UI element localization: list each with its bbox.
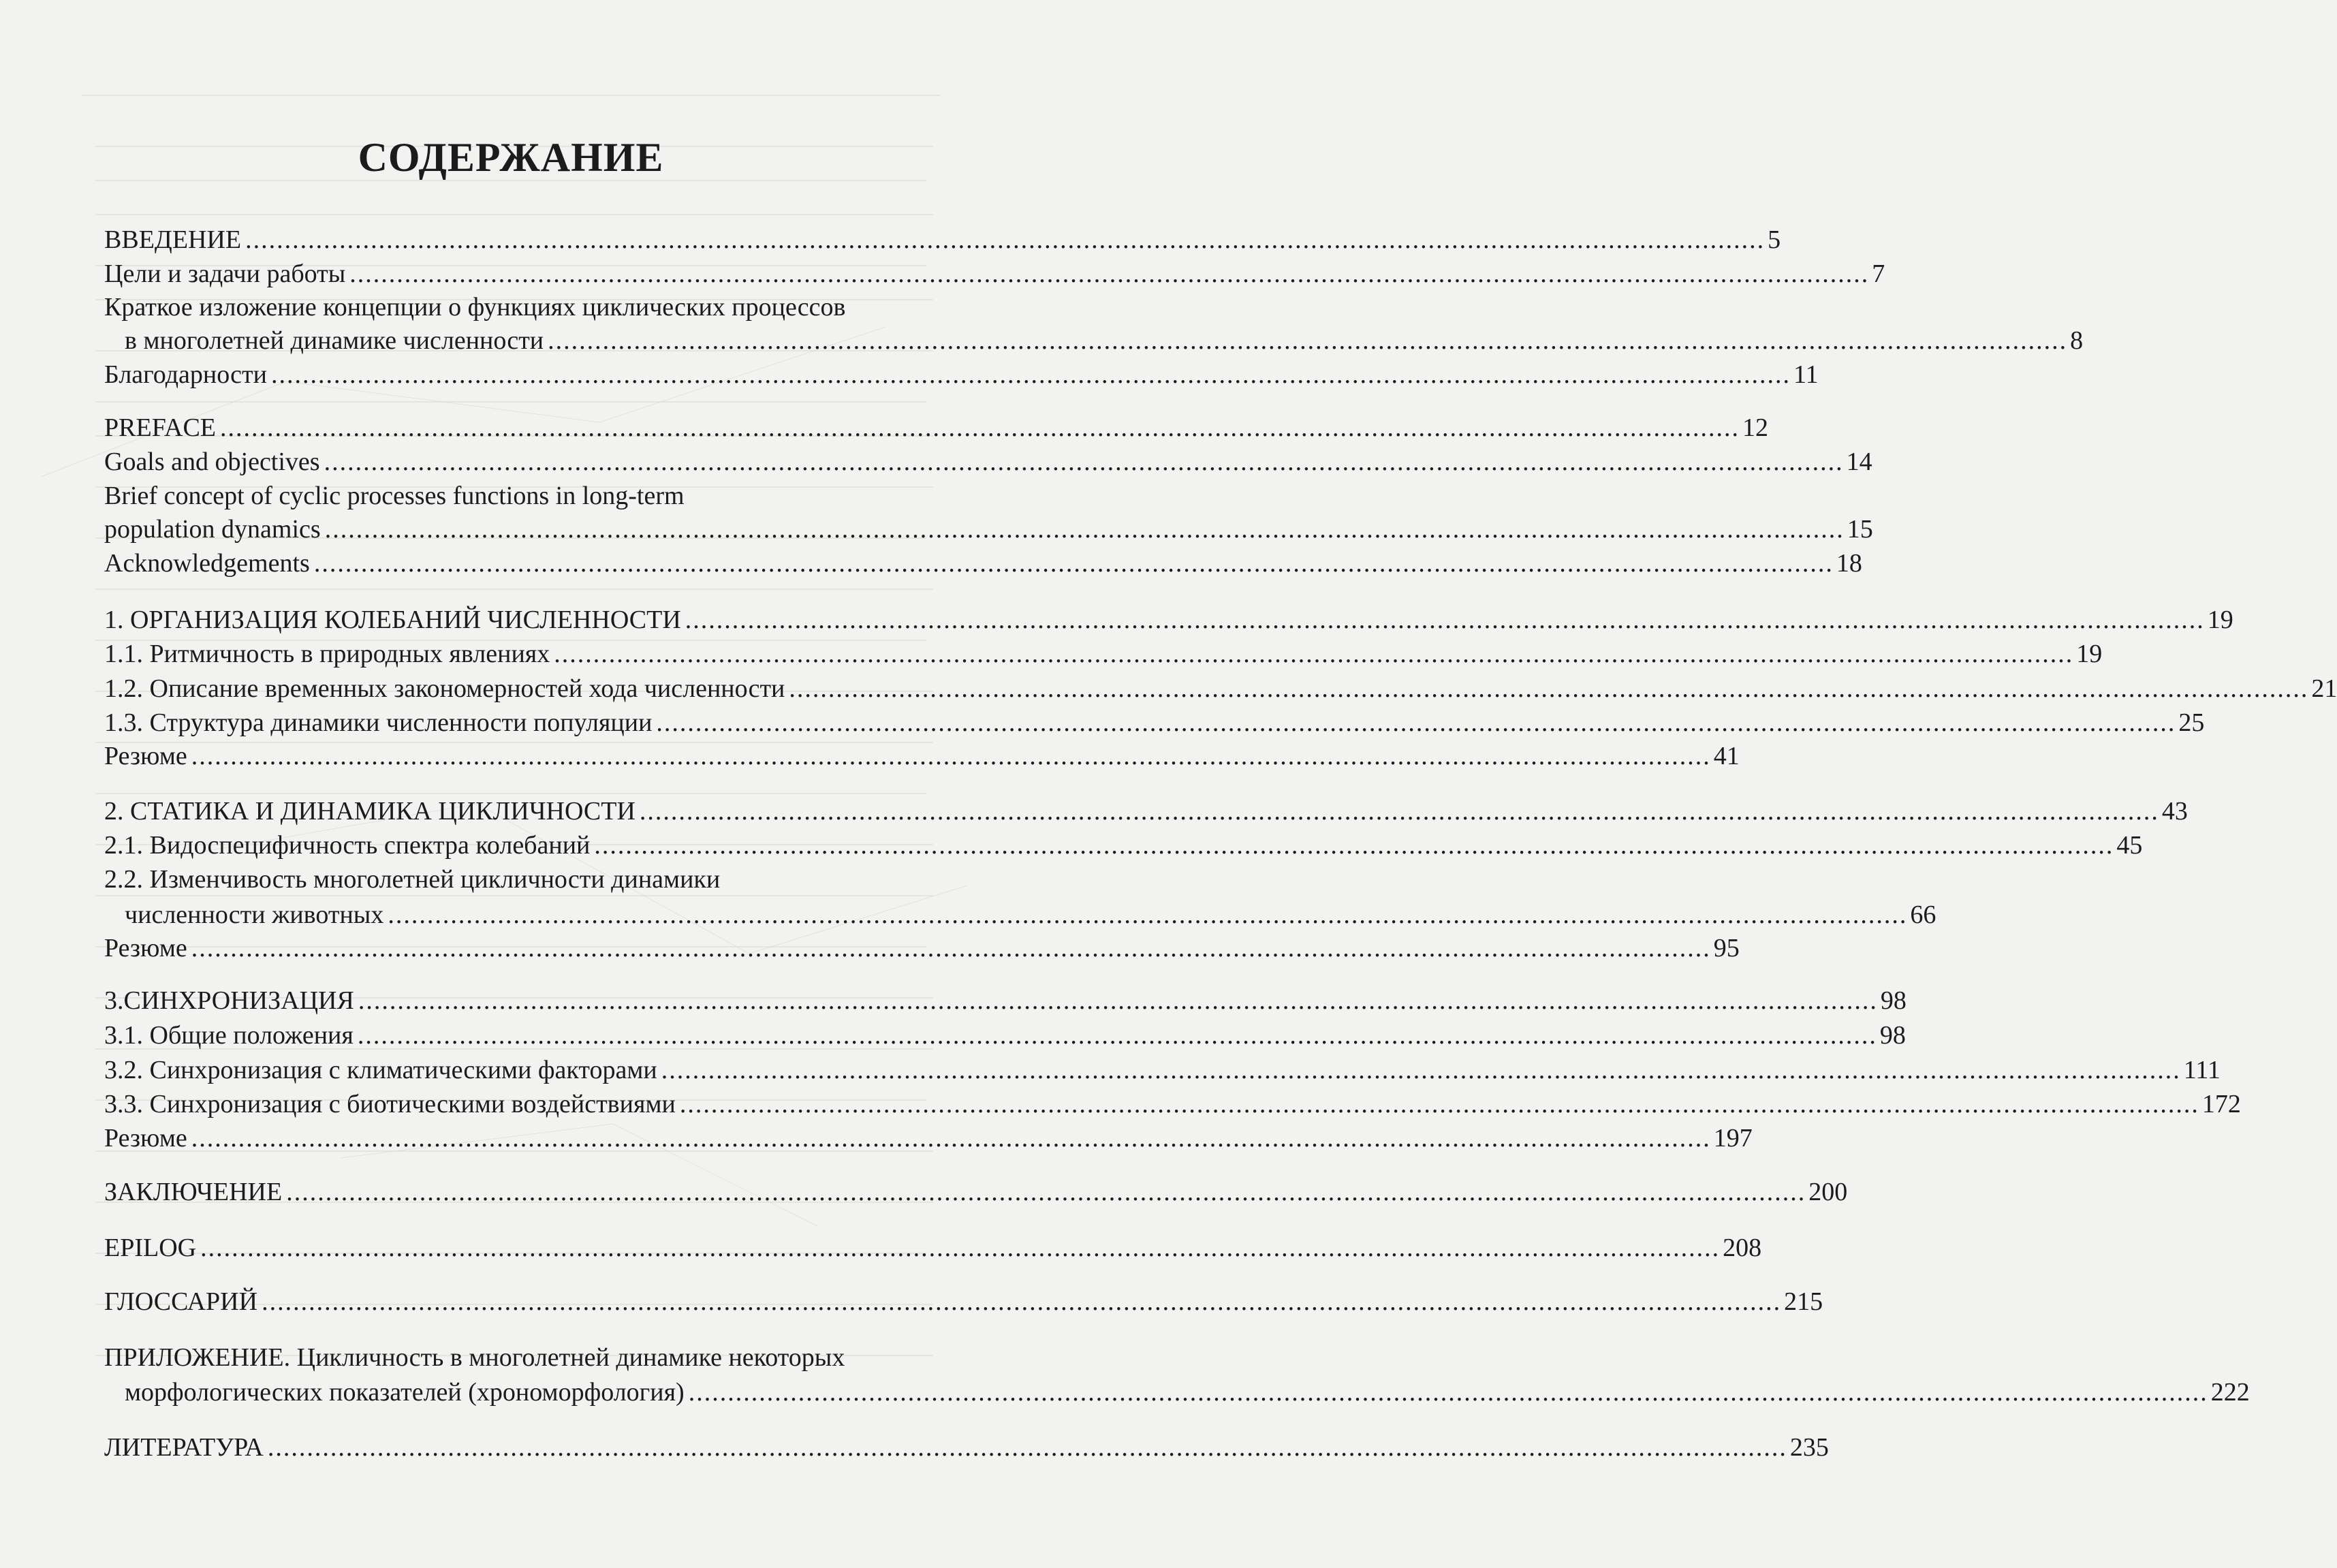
toc-entry[interactable] xyxy=(104,479,947,513)
toc-entry-text: 1.1. Ритмичность в природных явлениях xyxy=(104,640,550,668)
toc-leader-dots: .................................................................................................................................................................................................. xyxy=(286,1178,1806,1206)
toc-entry-text: численности животных xyxy=(125,900,384,929)
toc-entry-text: ЛИТЕРАТУРА xyxy=(104,1433,264,1462)
toc-entry[interactable] xyxy=(104,290,947,324)
toc-page-number: 208 xyxy=(1723,1234,1762,1262)
toc-leader-dots: .................................................................................................................................................................................................. xyxy=(245,225,1766,254)
toc-entry[interactable] xyxy=(104,1285,1823,1319)
toc-leader-dots: .................................................................................................................................................................................................. xyxy=(267,1433,1787,1462)
toc-page-number: 172 xyxy=(2201,1090,2241,1118)
toc-leader-dots: .................................................................................................................................................................................................. xyxy=(313,549,1834,578)
toc-entry-text: ЗАКЛЮЧЕНИЕ xyxy=(104,1178,283,1206)
toc-page-number: 200 xyxy=(1808,1178,1848,1206)
toc-page-number: 8 xyxy=(2070,326,2084,355)
toc-page-number: 19 xyxy=(2207,606,2233,634)
toc-entry[interactable] xyxy=(104,603,2233,637)
toc-entry-text: в многолетней динамике численности xyxy=(125,326,544,355)
toc-page-number: 197 xyxy=(1713,1124,1753,1153)
toc-page-number: 21 xyxy=(2311,674,2337,703)
toc-entry-text: PREFACE xyxy=(104,413,217,442)
toc-entry[interactable] xyxy=(104,1087,2241,1121)
toc-entry-text: 2.1. Видоспецифичность спектра колебаний xyxy=(104,831,591,860)
toc-leader-dots: .................................................................................................................................................................................................. xyxy=(358,986,1878,1015)
toc-page-number: 12 xyxy=(1742,413,1769,442)
toc-page-number: 5 xyxy=(1768,225,1781,254)
toc-entry[interactable] xyxy=(104,223,1781,257)
toc-page-number: 98 xyxy=(1880,986,1907,1015)
toc-page-number: 66 xyxy=(1910,900,1936,929)
toc-leader-dots: .................................................................................................................................................................................................. xyxy=(324,515,1845,544)
toc-entry[interactable] xyxy=(104,862,947,896)
toc-entry[interactable] xyxy=(104,637,2103,671)
toc-leader-dots: .................................................................................................................................................................................................. xyxy=(554,640,2074,668)
toc-entry[interactable] xyxy=(104,1231,1762,1265)
toc-entry-text: Brief concept of cyclic processes functions in long-term xyxy=(104,482,685,510)
toc-page-number: 19 xyxy=(2076,640,2103,668)
toc-entry-text: Резюме xyxy=(104,742,187,770)
toc-entry-text: ГЛОССАРИЙ xyxy=(104,1287,258,1316)
toc-leader-dots: .................................................................................................................................................................................................. xyxy=(324,448,1844,476)
toc-leader-dots: .................................................................................................................................................................................................. xyxy=(191,934,1711,962)
toc-leader-dots: .................................................................................................................................................................................................. xyxy=(220,413,1740,442)
toc-entry[interactable] xyxy=(104,1121,1753,1155)
toc-entry-text: Краткое изложение концепции о функциях циклических процессов xyxy=(104,293,846,322)
toc-page-number: 14 xyxy=(1846,448,1872,476)
toc-leader-dots: .................................................................................................................................................................................................. xyxy=(679,1090,2199,1118)
toc-entry[interactable] xyxy=(125,1375,2250,1409)
toc-leader-dots: .................................................................................................................................................................................................. xyxy=(594,831,2114,860)
toc-entry[interactable] xyxy=(104,411,1769,445)
toc-page-number: 15 xyxy=(1847,515,1873,544)
toc-entry-text: 1.2. Описание временных закономерностей хода численности xyxy=(104,674,785,703)
page-title: СОДЕРЖАНИЕ xyxy=(358,135,664,180)
toc-entry[interactable] xyxy=(104,257,1885,291)
toc-leader-dots: .................................................................................................................................................................................................. xyxy=(639,797,2159,826)
toc-leader-dots: .................................................................................................................................................................................................. xyxy=(685,606,2205,634)
toc-entry[interactable] xyxy=(104,706,2205,740)
toc-page-number: 11 xyxy=(1793,360,1819,389)
toc-leader-dots: .................................................................................................................................................................................................. xyxy=(688,1378,2208,1407)
toc-entry[interactable] xyxy=(125,324,2084,358)
toc-entry-text: 3.1. Общие положения xyxy=(104,1021,354,1050)
toc-entry-text: 2. СТАТИКА И ДИНАМИКА ЦИКЛИЧНОСТИ xyxy=(104,797,636,826)
toc-leader-dots: .................................................................................................................................................................................................. xyxy=(270,360,1791,389)
toc-entry-text: 3.3. Синхронизация с биотическими воздействиями xyxy=(104,1090,676,1118)
toc-entry[interactable] xyxy=(104,1175,1848,1209)
toc-entry-text: Резюме xyxy=(104,1124,187,1153)
toc-page-number: 111 xyxy=(2183,1056,2221,1084)
toc-entry-text: population dynamics xyxy=(104,515,321,544)
toc-entry-text: Цели и задачи работы xyxy=(104,260,346,288)
toc-leader-dots: .................................................................................................................................................................................................. xyxy=(548,326,2068,355)
toc-entry-text: Благодарности xyxy=(104,360,267,389)
toc-entry-text: 1. ОРГАНИЗАЦИЯ КОЛЕБАНИЙ ЧИСЛЕННОСТИ xyxy=(104,606,681,634)
toc-page-number: 43 xyxy=(2161,797,2188,826)
toc-leader-dots: .................................................................................................................................................................................................. xyxy=(661,1056,2181,1084)
toc-page-number: 235 xyxy=(1789,1433,1829,1462)
toc-entry-text: Резюме xyxy=(104,934,187,962)
toc-page-number: 95 xyxy=(1713,934,1740,962)
toc-page-number: 45 xyxy=(2116,831,2143,860)
toc-leader-dots: .................................................................................................................................................................................................. xyxy=(262,1287,1782,1316)
toc-entry[interactable] xyxy=(104,445,1872,479)
toc-entry[interactable] xyxy=(104,1340,947,1375)
toc-page-number: 222 xyxy=(2210,1378,2250,1407)
toc-entry[interactable] xyxy=(104,358,1819,392)
toc-page-number: 18 xyxy=(1836,549,1862,578)
toc-entry[interactable] xyxy=(104,546,1862,580)
toc-entry-text: 2.2. Изменчивость многолетней цикличности динамики xyxy=(104,865,721,894)
toc-entry[interactable] xyxy=(104,828,2143,862)
toc-leader-dots: .................................................................................................................................................................................................. xyxy=(656,708,2176,737)
toc-entry-text: Acknowledgements xyxy=(104,549,310,578)
toc-entry-text: морфологических показателей (хрономорфология) xyxy=(125,1378,685,1407)
toc-page-number: 41 xyxy=(1713,742,1740,770)
toc-leader-dots: .................................................................................................................................................................................................. xyxy=(191,742,1711,770)
toc-entry[interactable] xyxy=(104,1430,1829,1464)
toc-entry-text: 1.3. Структура динамики численности популяции xyxy=(104,708,653,737)
toc-leader-dots: .................................................................................................................................................................................................. xyxy=(349,260,1870,288)
toc-entry-text: ВВЕДЕНИЕ xyxy=(104,225,242,254)
toc-entry[interactable] xyxy=(104,672,2337,706)
toc-entry[interactable] xyxy=(104,512,1873,546)
toc-entry[interactable] xyxy=(104,984,1907,1018)
toc-entry-text: 3.СИНХРОНИЗАЦИЯ xyxy=(104,986,354,1015)
toc-leader-dots: .................................................................................................................................................................................................. xyxy=(200,1234,1721,1262)
toc-entry[interactable] xyxy=(104,739,1740,773)
toc-leader-dots: .................................................................................................................................................................................................. xyxy=(789,674,2309,703)
toc-entry-text: 3.2. Синхронизация с климатическими факторами xyxy=(104,1056,657,1084)
toc-leader-dots: .................................................................................................................................................................................................. xyxy=(357,1021,1877,1050)
toc-page-number: 215 xyxy=(1784,1287,1823,1316)
toc-entry[interactable] xyxy=(104,931,1740,965)
toc-page-number: 7 xyxy=(1872,260,1885,288)
toc-entry-text: ПРИЛОЖЕНИЕ. Цикличность в многолетней динамике некоторых xyxy=(104,1343,845,1372)
toc-entry[interactable] xyxy=(104,1053,2221,1087)
toc-leader-dots: .................................................................................................................................................................................................. xyxy=(388,900,1908,929)
toc-leader-dots: .................................................................................................................................................................................................. xyxy=(191,1124,1711,1153)
toc-page-number: 98 xyxy=(1879,1021,1906,1050)
toc-entry[interactable] xyxy=(104,1018,1906,1052)
toc-entry-text: EPILOG xyxy=(104,1234,197,1262)
toc-entry-text: Goals and objectives xyxy=(104,448,320,476)
toc-entry[interactable] xyxy=(104,794,2188,828)
toc-page-number: 25 xyxy=(2178,708,2205,737)
toc-entry[interactable] xyxy=(125,898,1936,932)
